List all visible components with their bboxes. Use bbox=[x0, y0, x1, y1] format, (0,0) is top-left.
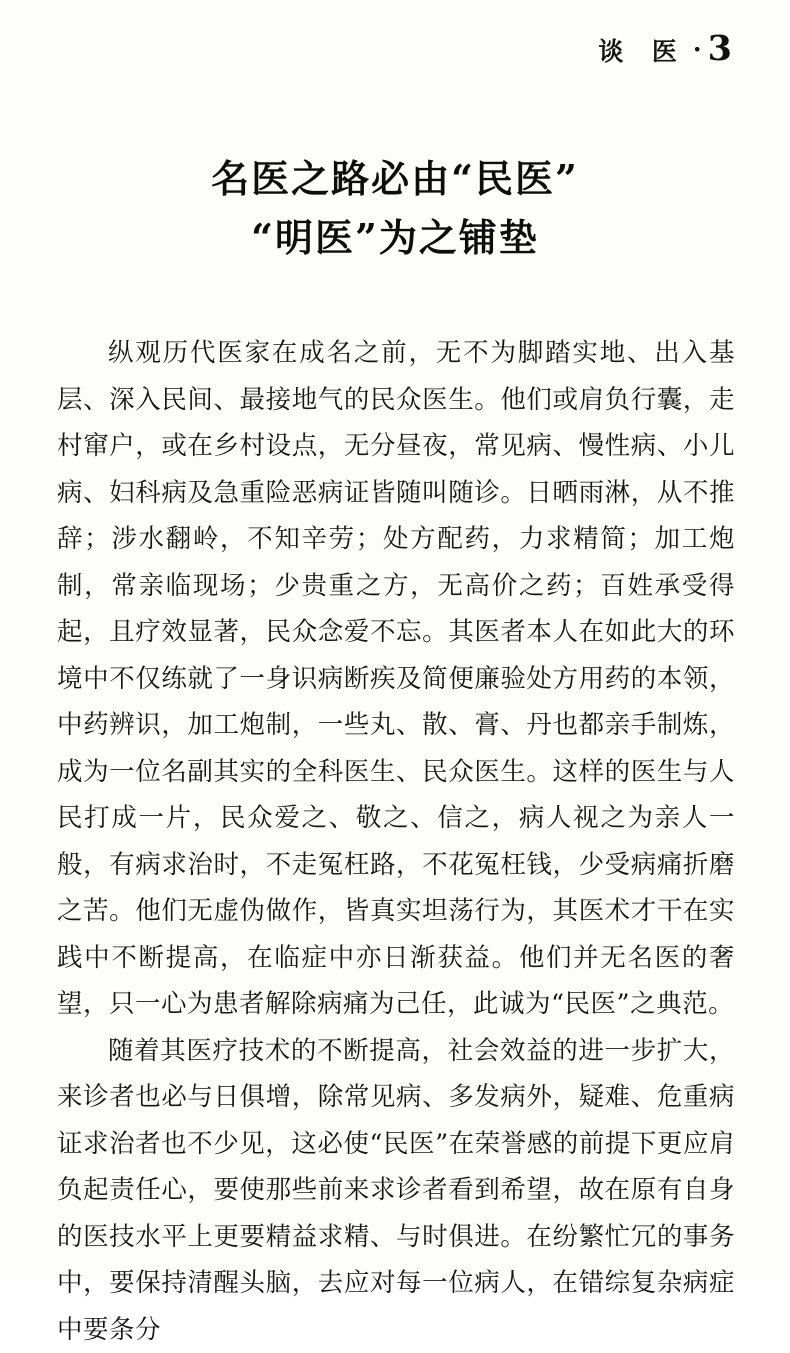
paragraph: 随着其医疗技术的不断提高，社会效益的进一步扩大，来诊者也必与日俱增，除常见病、多发病外，疑难、危重病证求治者也不少见，这必使“民医”在荣誉感的前提下更应肩负起责任心，要使那些前来求诊者看到希望，故在原有自身的医技水平上更要精益求精、与时俱进。在纷繁忙冗的事务中，要保持清醒头脑，去应对每一位病人，在错综复杂病症中要条分 bbox=[57, 1028, 735, 1353]
title-line-2: “明医”为之铺垫 bbox=[0, 209, 790, 268]
page-title bbox=[0, 150, 790, 268]
running-head-label: 谈 医 bbox=[598, 32, 687, 68]
running-head bbox=[598, 28, 732, 69]
title-line-1: 名医之路必由“民医” bbox=[0, 150, 790, 209]
paragraph: 纵观历代医家在成名之前，无不为脚踏实地、出入基层、深入民间、最接地气的民众医生。他们或肩负行囊，走村窜户，或在乡村设点，无分昼夜，常见病、慢性病、小儿病、妇科病及急重险恶病证皆随叫随诊。日晒雨淋，从不推辞；涉水翻岭，不知辛劳；处方配药，力求精简；加工炮制，常亲临现场；少贵重之方，无高价之药；百姓承受得起，且疗效显著，民众念爱不忘。其医者本人在如此大的环境中不仅练就了一身识病断疾及简便廉验处方用药的本领，中药辨识，加工炮制，一些丸、散、膏、丹也都亲手制炼，成为一位名副其实的全科医生、民众医生。这样的医生与人民打成一片，民众爱之、敬之、信之，病人视之为亲人一般，有病求治时，不走冤枉路，不花冤枉钱，少受病痛折磨之苦。他们无虚伪做作，皆真实坦荡行为，其医术才干在实践中不断提高，在临症中亦日渐获益。他们并无名医的奢望，只一心为患者解除病痛为己任，此诚为“民医”之典范。 bbox=[57, 330, 735, 1028]
running-head-separator: · bbox=[693, 35, 702, 64]
body-text bbox=[57, 330, 735, 1353]
page-number: 3 bbox=[708, 28, 732, 69]
